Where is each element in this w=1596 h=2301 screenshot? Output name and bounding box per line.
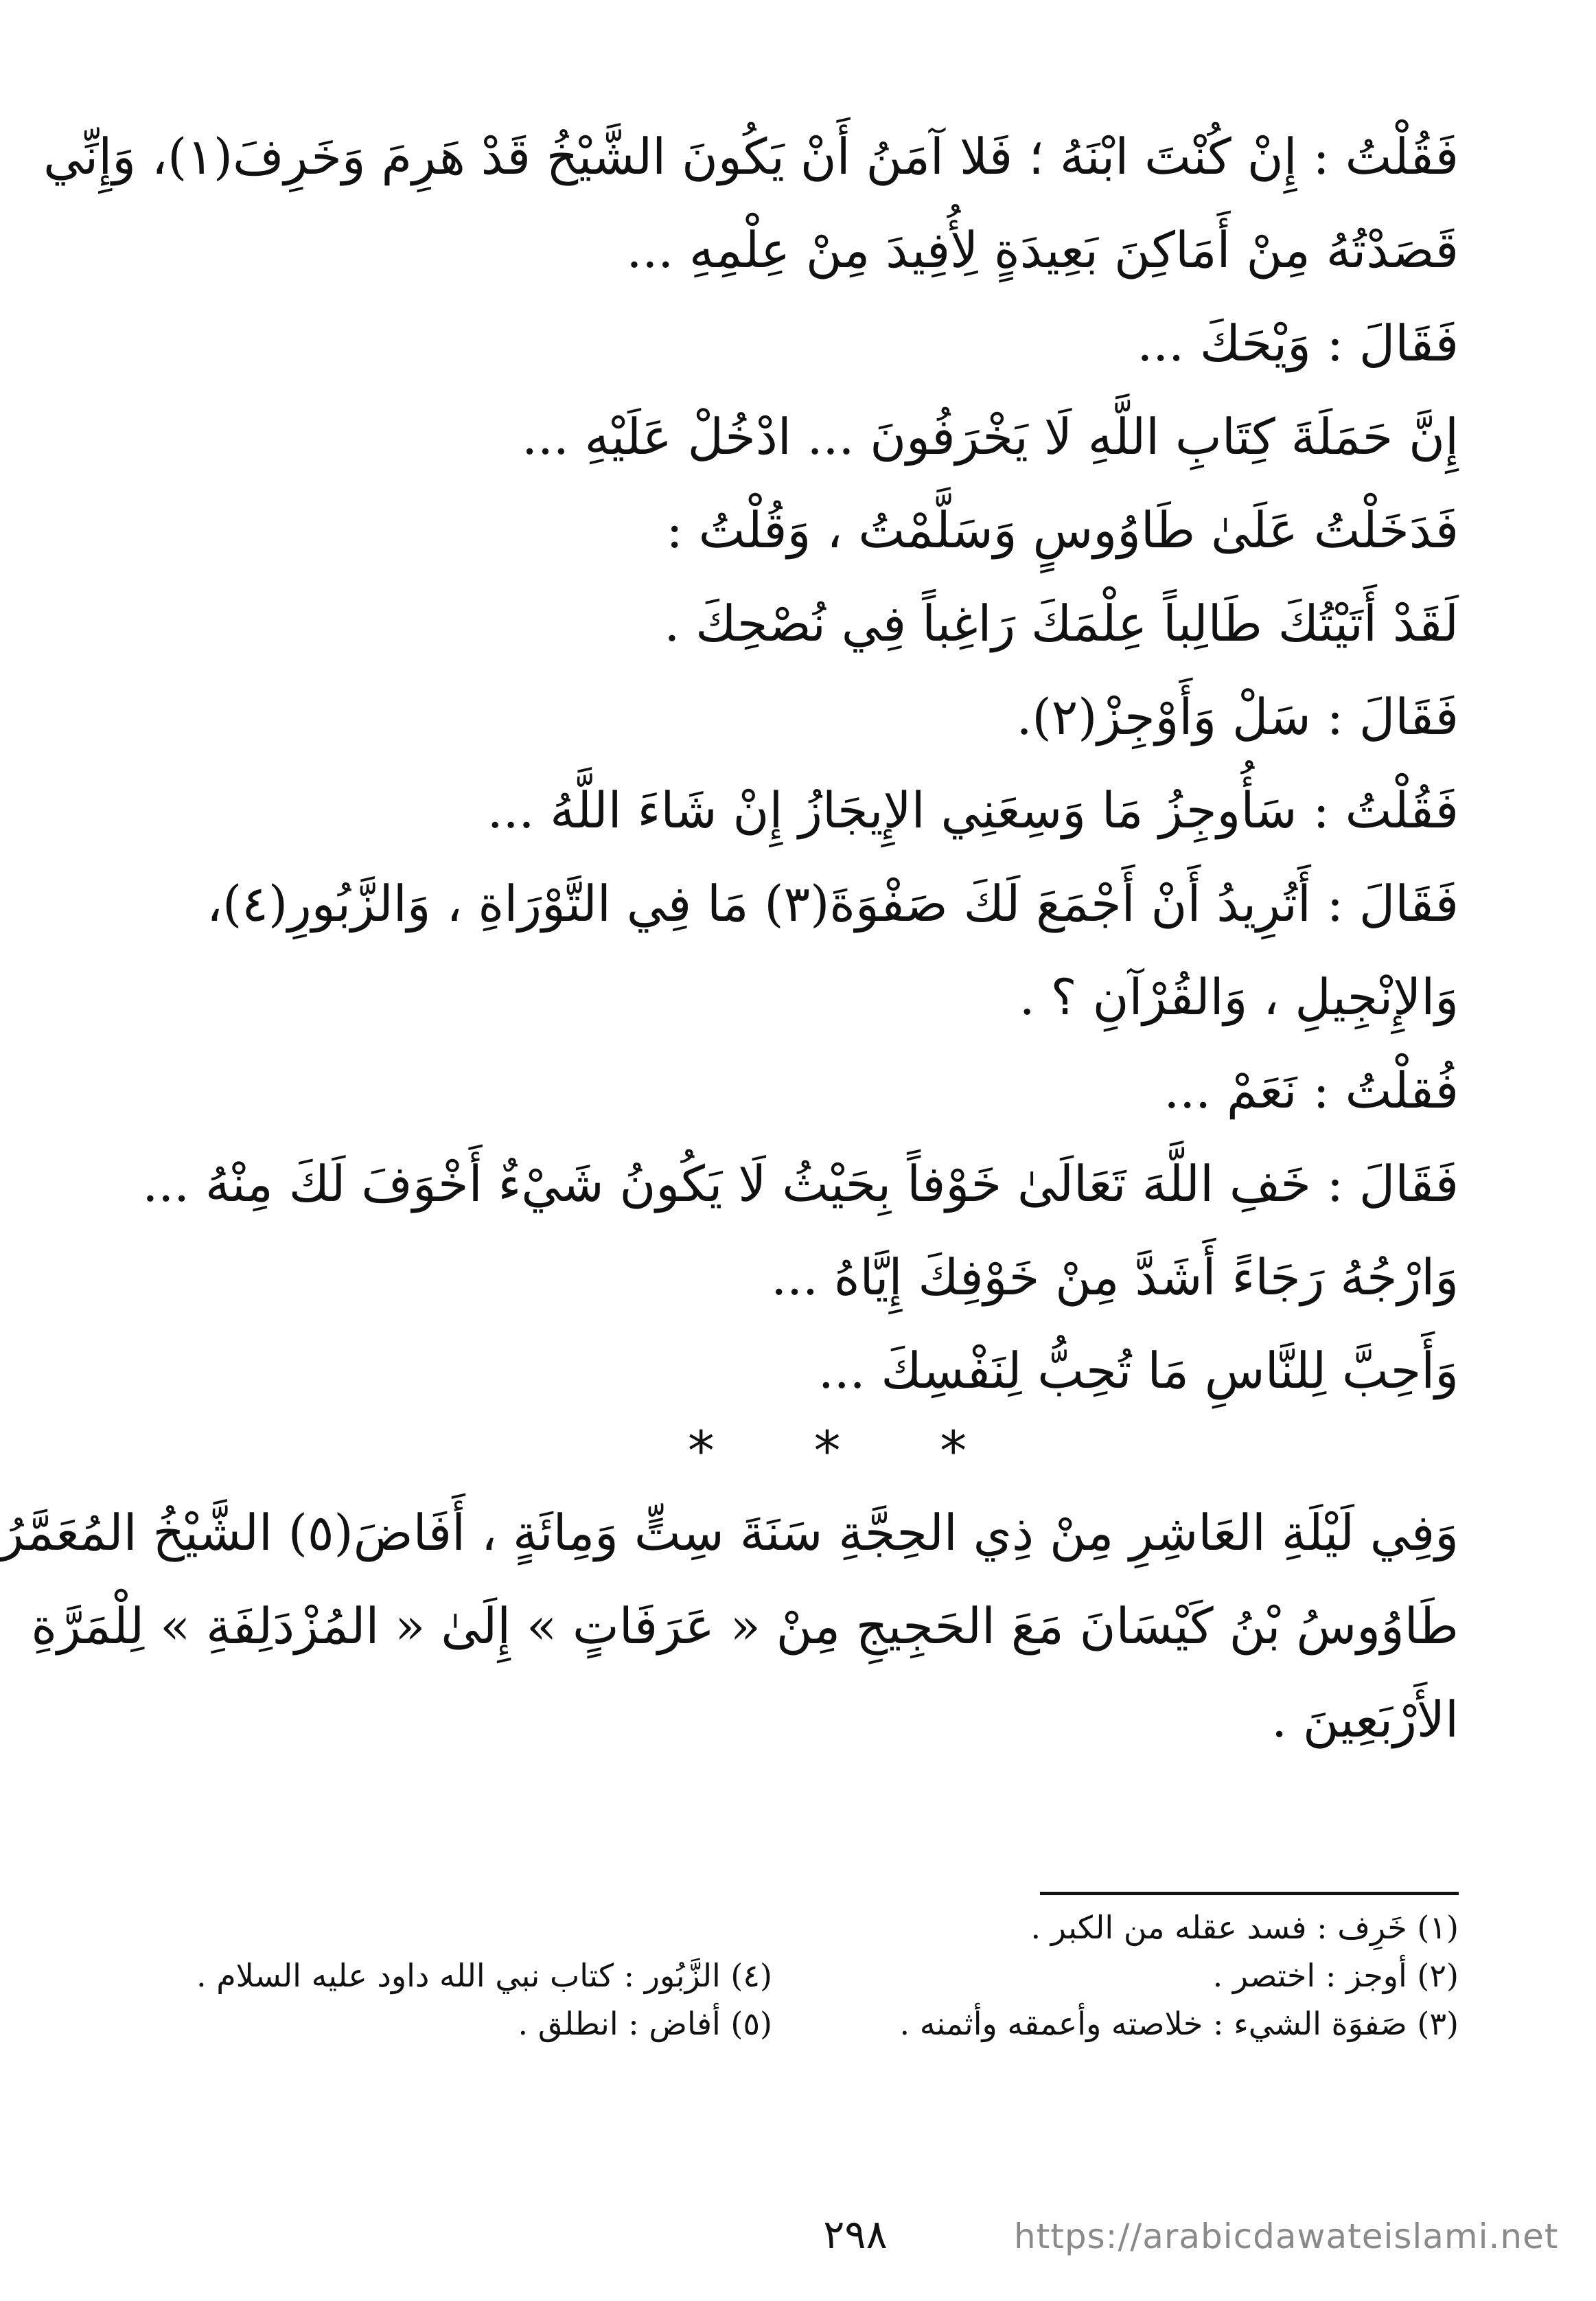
footnote-row: [196, 1957, 1459, 2005]
text-line: وَأَحِبَّ لِلنَّاسِ مَا تُحِبُّ لِنَفْسِكَ ...: [818, 1342, 1459, 1399]
watermark-url: https://arabicdawateislami.net: [1014, 2217, 1559, 2256]
footnotes: [196, 1909, 1459, 2053]
text-line: لَقَدْ أَتَيْتُكَ طَالِباً عِلْمَكَ رَاغِباً فِي نُصْحِكَ .: [664, 595, 1459, 652]
text-line: فَقَالَ : أَتُرِيدُ أَنْ أَجْمَعَ لَكَ صَفْوَةَ(٣) مَا فِي التَّوْرَاةِ ، وَالزَّبُورِ(٤)،: [206, 875, 1459, 932]
footnote-3: (٣) صَفوَة الشيء : خلاصته وأعمقه وأثمنه .: [899, 2005, 1459, 2042]
footnote-5: (٥) أفاض : انطلق .: [518, 2005, 772, 2042]
footnote-row: [237, 1909, 1459, 1957]
footnote-4: (٤) الزَّبُور : كتاب نبي الله داود عليه السلام .: [196, 1957, 772, 1994]
text-line: فَقُلْتُ : إِنْ كُنْتَ ابْنَهُ ؛ فَلا آمَنُ أَنْ يَكُونَ الشَّيْخُ قَدْ هَرِمَ وَخَرِفَ(١)، وَإِنِّي: [43, 128, 1459, 185]
text-line: فَدَخَلْتُ عَلَىٰ طَاوُوسٍ وَسَلَّمْتُ ، وَقُلْتُ :: [666, 501, 1459, 559]
text-line: فَقَالَ : خَفِ اللَّهَ تَعَالَىٰ خَوْفاً بِحَيْثُ لَا يَكُونُ شَيْءٌ أَخْوَفَ لَكَ مِنْهُ ...: [142, 1155, 1459, 1213]
text-line: إِنَّ حَمَلَةَ كِتَابِ اللَّهِ لَا يَخْرَفُونَ ... ادْخُلْ عَلَيْهِ ...: [522, 408, 1459, 466]
text-line: طَاوُوسُ بْنُ كَيْسَانَ مَعَ الحَجِيجِ مِنْ « عَرَفَاتٍ » إِلَىٰ « المُزْدَلِفَةِ » لِلْمَرَّةِ: [31, 1597, 1459, 1655]
text-line: الأَرْبَعِينَ .: [1271, 1691, 1459, 1748]
text-line: فَقُلْتُ : سَأُوجِزُ مَا وَسِعَنِي الإِيجَازُ إِنْ شَاءَ اللَّهُ ...: [487, 781, 1459, 839]
footnote-divider: [1040, 1892, 1459, 1895]
text-line: فَقَالَ : وَيْحَكَ ...: [1137, 314, 1459, 372]
text-line: وَارْجُهُ رَجَاءً أَشَدَّ مِنْ خَوْفِكَ إِيَّاهُ ...: [771, 1248, 1459, 1306]
text-line: قَصَدْتُهُ مِنْ أَمَاكِنَ بَعِيدَةٍ لِأُفِيدَ مِنْ عِلْمِهِ ...: [626, 221, 1459, 279]
footnote-row: [237, 2005, 1459, 2053]
section-separator: * * *: [687, 1421, 1008, 1483]
footnote-1: (١) خَرِف : فسد عقله من الكبر .: [1030, 1909, 1459, 1946]
footnote-2: (٢) أوجز : اختصر .: [1212, 1957, 1459, 1994]
main-text: [0, 110, 1459, 1766]
text-line: وَفِي لَيْلَةِ العَاشِرِ مِنْ ذِي الحِجَّةِ سَنَةَ سِتٍّ وَمِائَةٍ ، أَفَاضَ(٥) الشَّيْخُ المُعَمَّرُ: [0, 1504, 1459, 1561]
text-line: فَقَالَ : سَلْ وَأَوْجِزْ(٢).: [1016, 688, 1459, 746]
page-number: ٢٩٨: [823, 2211, 888, 2258]
text-line: وَالإِنْجِيلِ ، وَالقُرْآنِ ؟ .: [1019, 968, 1459, 1026]
text-line: فُقلْتُ : نَعَمْ ...: [1164, 1062, 1459, 1119]
